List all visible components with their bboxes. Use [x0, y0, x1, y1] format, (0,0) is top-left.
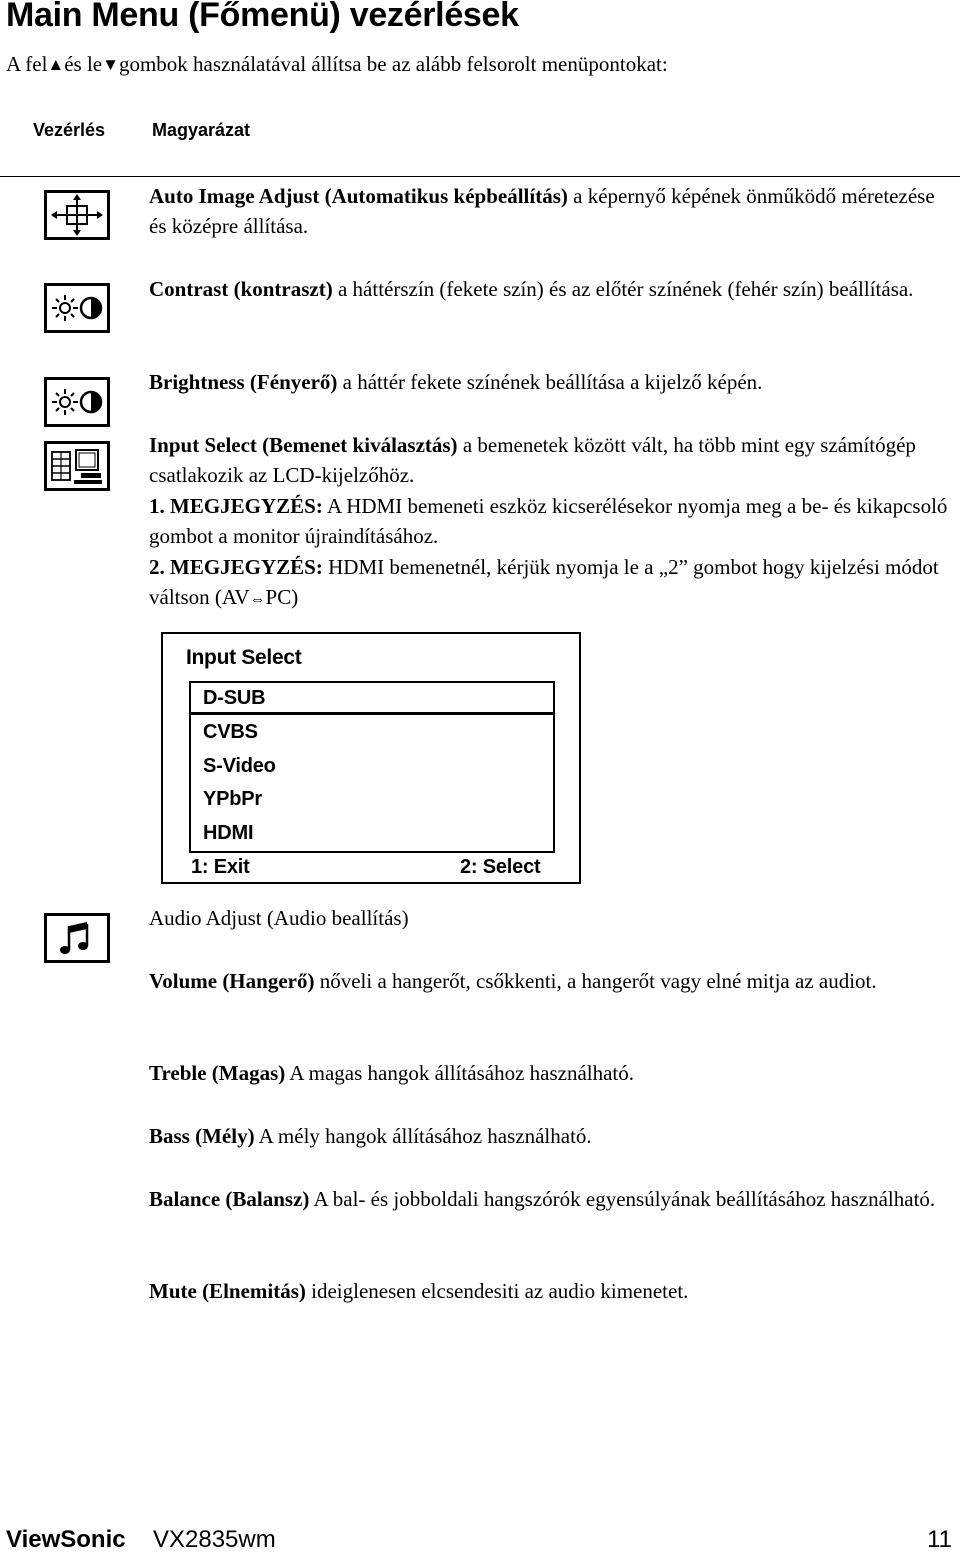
- note-2: [149, 553, 955, 614]
- treble-desc: [149, 1059, 955, 1089]
- mute-text: ideiglenesen elcsendesiti az audio kimenetet.: [305, 1279, 689, 1303]
- mute-desc: [149, 1277, 955, 1307]
- osd-option-ypbpr[interactable]: YPbPr: [203, 788, 263, 810]
- osd-select-label: 2: Select: [460, 856, 541, 878]
- osd-exit-label: 1: Exit: [191, 856, 250, 878]
- balance-desc: [149, 1185, 955, 1215]
- osd-option-svideo[interactable]: S-Video: [203, 755, 276, 777]
- contrast-desc: [149, 275, 955, 305]
- bass-desc: [149, 1122, 955, 1152]
- brightness-title: Brightness (Fényerő): [149, 370, 338, 394]
- page-title: Main Menu (Főmenü) vezérlések: [6, 0, 519, 34]
- input-select-title: Input Select (Bemenet kiválasztás): [149, 433, 458, 457]
- auto-image-adjust-desc: [149, 182, 955, 241]
- treble-text: A magas hangok állításához használható.: [285, 1061, 635, 1085]
- audio-adjust-heading: Audio Adjust (Audio beallítás): [149, 906, 409, 930]
- osd-option-dsub[interactable]: D-SUB: [203, 687, 266, 709]
- down-arrow-icon: ▼: [102, 55, 119, 74]
- contrast-title: Contrast (kontraszt): [149, 277, 333, 301]
- volume-title: Volume (Hangerő): [149, 969, 315, 993]
- auto-image-adjust-text: a képernyő képének önműködő méretezése és középre állítása.: [149, 184, 935, 238]
- balance-title: Balance (Balansz): [149, 1187, 310, 1211]
- intro-middle: és le: [64, 52, 103, 76]
- auto-image-adjust-icon: [44, 190, 110, 240]
- brightness-desc: [149, 368, 955, 398]
- note-2-tail: PC): [265, 584, 299, 609]
- input-select-icon: [44, 441, 110, 491]
- volume-text: nőveli a hangerőt, csőkkenti, a hangerőt vagy elné mitja az audiot.: [314, 969, 877, 993]
- footer-model: VX2835wm: [153, 1526, 276, 1553]
- mute-title: Mute (Elnemitás): [149, 1279, 306, 1303]
- contrast-text: a háttérszín (fekete szín) és az előtér színének (fehér szín) beállítása.: [332, 277, 914, 301]
- volume-desc: [149, 967, 955, 997]
- note-2-label: 2. MEGJEGYZÉS:: [149, 555, 323, 579]
- note-1: [149, 492, 955, 551]
- column-header-control: Vezérlés: [33, 120, 106, 140]
- column-header-explanation: Magyarázat: [152, 120, 251, 140]
- intro-text: [6, 52, 668, 77]
- osd-option-list: [189, 681, 555, 853]
- page-number: 11: [927, 1526, 952, 1553]
- osd-option-cvbs[interactable]: CVBS: [203, 721, 258, 743]
- input-select-osd: [161, 632, 581, 884]
- treble-title: Treble (Magas): [149, 1061, 286, 1085]
- bass-text: A mély hangok állításához használható.: [254, 1124, 592, 1148]
- note-1-label: 1. MEGJEGYZÉS:: [149, 494, 323, 518]
- input-select-desc: [149, 431, 955, 490]
- balance-text: A bal- és jobboldali hangszórók egyensúlyának beállításához használható.: [309, 1187, 936, 1211]
- bass-title: Bass (Mély): [149, 1124, 255, 1148]
- header-divider: [0, 176, 960, 177]
- audio-adjust-icon: [44, 913, 110, 963]
- intro-before: A fel: [6, 52, 48, 76]
- auto-image-adjust-title: Auto Image Adjust (Automatikus képbeállítás): [149, 184, 568, 208]
- brightness-icon: [44, 377, 110, 427]
- osd-title: Input Select: [186, 646, 302, 669]
- intro-after: gombok használatával állítsa be az alább felsorolt menüpontokat:: [118, 52, 668, 76]
- footer-brand: ViewSonic: [6, 1526, 126, 1553]
- osd-option-hdmi[interactable]: HDMI: [203, 822, 254, 844]
- input-select-text: a bemenetek között vált, ha több mint egy számítógép csatlakozik az LCD-kijelzőhöz.: [149, 433, 916, 487]
- brightness-text: a háttér fekete színének beállítása a kijelző képén.: [337, 370, 763, 394]
- note-2-text: HDMI bemenetnél, kérjük nyomja le a „2” gombot hogy kijelzési módot váltson (AV: [149, 555, 939, 609]
- note-1-text: A HDMI bemeneti eszköz kicserélésekor nyomja meg a be- és kikapcsoló gombot a monitor újraindításához.: [149, 494, 948, 548]
- up-arrow-icon: ▲: [47, 55, 65, 74]
- swap-arrow-icon: ⇔: [249, 590, 266, 608]
- contrast-icon: [44, 283, 110, 333]
